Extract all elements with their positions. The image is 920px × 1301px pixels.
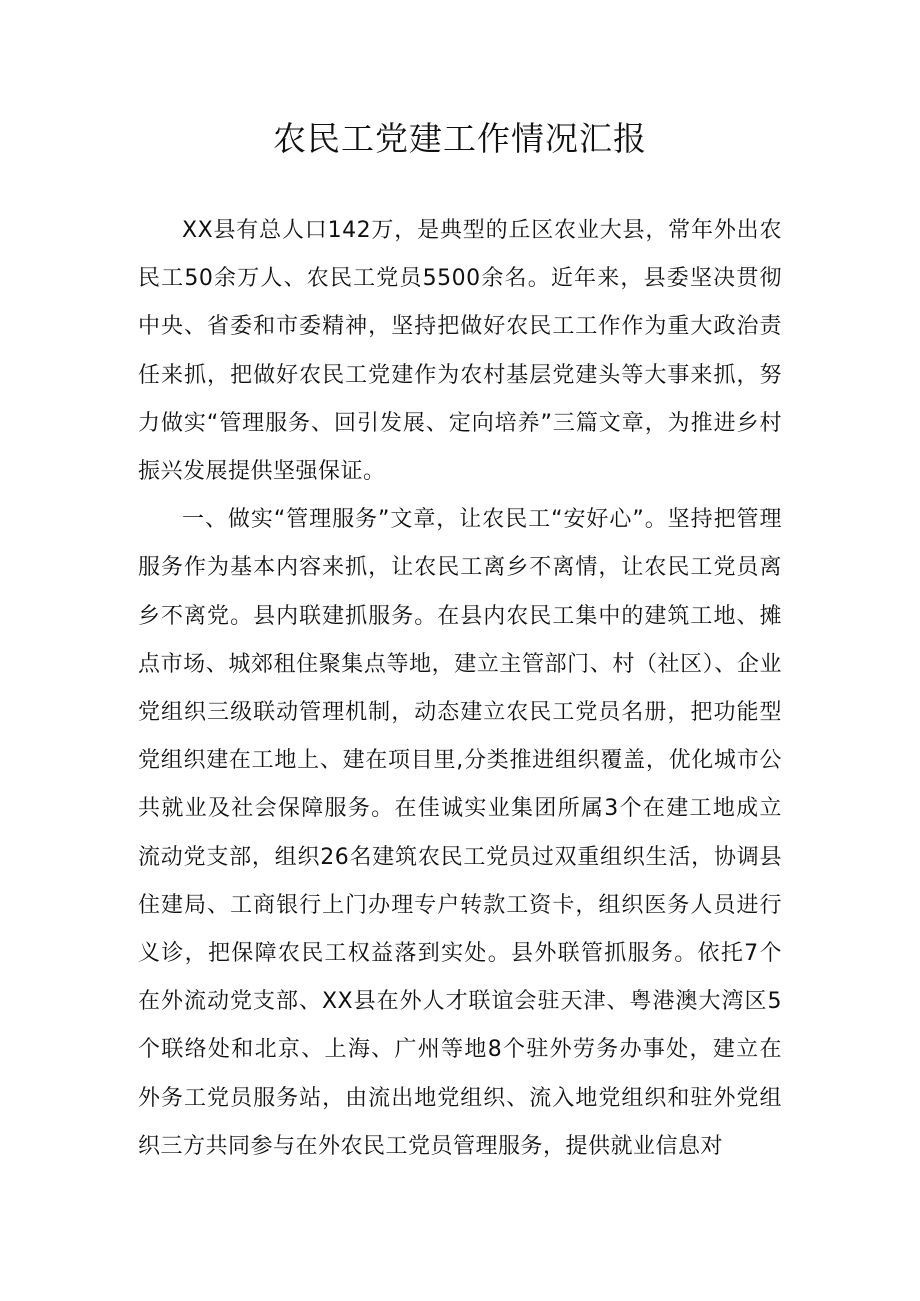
document-body <box>138 207 782 1171</box>
paragraph-section-one: 一、做实“管理服务”文章，让农民工“安好心”。坚持把管理服务作为基本内容来抓，让农民工离乡不离情，让农民工党员离乡不离党。县内联建抓服务。在县内农民工集中的建筑工地、摊点市场、城郊租住聚集点等地，建立主管部门、村（社区）、企业党组织三级联动管理机制，动态建立农民工党员名册，把功能型党组织建在工地上、建在项目里,分类推进组织覆盖，优化城市公共就业及社会保障服务。在佳诚实业集团所属3个在建工地成立流动党支部，组织26名建筑农民工党员过双重组织生活，协调县住建局、工商银行上门办理专户转款工资卡，组织医务人员进行义诊，把保障农民工权益落到实处。县外联管抓服务。依托7个在外流动党支部、XX县在外人才联谊会驻天津、粤港澳大湾区5个联络处和北京、上海、广州等地8个驻外劳务办事处，建立在外务工党员服务站，由流出地党组织、流入地党组织和驻外党组织三方共同参与在外农民工党员管理服务，提供就业信息对 <box>138 507 782 1159</box>
document-title: 农民工党建工作情况汇报 <box>273 119 647 158</box>
paragraph-intro: XX县有总人口142万，是典型的丘区农业大县，常年外出农民工50余万人、农民工党员5500余名。近年来，县委坚决贯彻中央、省委和市委精神，坚持把做好农民工工作作为重大政治责任来抓，把做好农民工党建作为农村基层党建头等大事来抓，努力做实“管理服务、回引发展、定向培养”三篇文章，为推进乡村振兴发展提供坚强保证。 <box>138 218 782 485</box>
